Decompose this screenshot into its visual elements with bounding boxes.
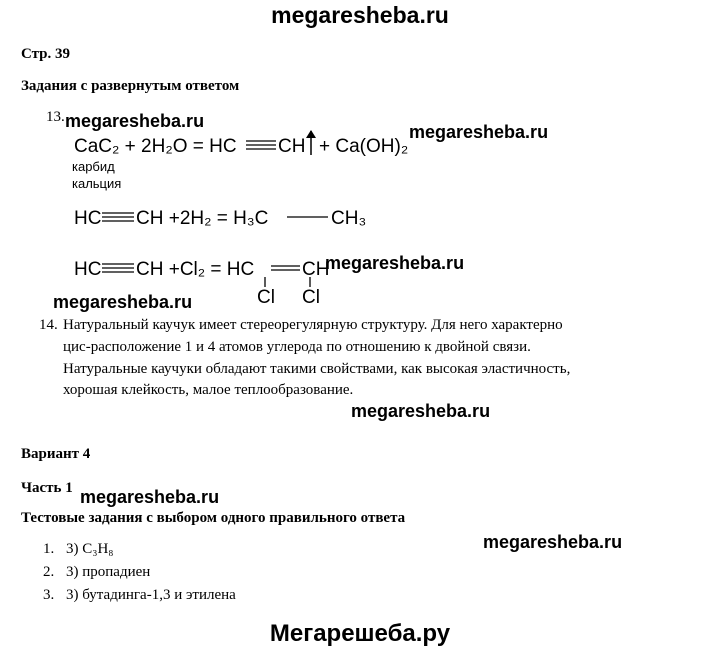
answer-text: 3) бутадинга-1,3 и этилена [66,587,236,603]
task-14-line: Натуральные каучуки обладают такими свойствами, как высокая эластичность, [63,361,571,377]
site-footer[interactable]: Мегарешеба.ру [269,620,451,647]
equation-1 [72,130,408,191]
watermark: megaresheba.ru [483,532,623,552]
eq1-lhs: CaC₂ + 2H₂O = HC [74,136,237,157]
gas-arrow-head-icon [306,130,316,138]
eq3-lhs: HC [74,259,102,280]
eq3-cl-left: Cl [257,287,275,308]
site-header[interactable]: megaresheba.ru [271,2,449,28]
eq1-rhs: + Ca(OH)₂ [319,136,409,157]
eq2-mid: CH +2H₂ = H₃C [136,208,269,229]
eq1-caption-1: карбид [72,159,115,174]
task-14-line: хорошая клейкость, малое теплообразование. [63,382,354,398]
answer-text: 3) C₃H₈ [66,541,114,557]
answer-number: 1. [43,541,55,557]
test-title: Тестовые задания с выбором одного правильного ответа [21,510,406,526]
eq3-rhs: CH [302,259,330,280]
task-14-line: цис-расположение 1 и 4 атомов углерода по отношению к двойной связи. [63,339,531,355]
eq2-lhs: HC [74,208,102,229]
watermark: megaresheba.ru [351,401,491,421]
watermark: megaresheba.ru [53,292,193,312]
equation-2 [74,208,366,229]
part-title: Часть 1 [21,480,73,496]
watermark: megaresheba.ru [80,487,220,507]
eq1-caption-2: кальция [72,176,122,191]
answer-number: 3. [43,587,55,603]
page-label: Стр. 39 [21,46,71,62]
answer-text: 3) пропадиен [66,564,151,580]
task-13-number: 13. [46,109,65,125]
chemical-equations [60,125,430,310]
watermark: megaresheba.ru [409,122,549,142]
section-title: Задания с развернутым ответом [21,78,240,94]
watermark: megaresheba.ru [325,253,465,273]
watermark: megaresheba.ru [65,111,205,131]
task-14-number: 14. [39,317,58,333]
eq1-mid: CH [278,136,306,157]
answer-number: 2. [43,564,55,580]
eq2-rhs: CH₃ [331,208,367,229]
eq3-cl-right: Cl [302,287,320,308]
variant-title: Вариант 4 [21,446,91,462]
eq3-mid: CH +Cl₂ = HC [136,259,255,280]
task-14-line: Натуральный каучук имеет стереорегулярную структуру. Для него характерно [63,317,563,333]
